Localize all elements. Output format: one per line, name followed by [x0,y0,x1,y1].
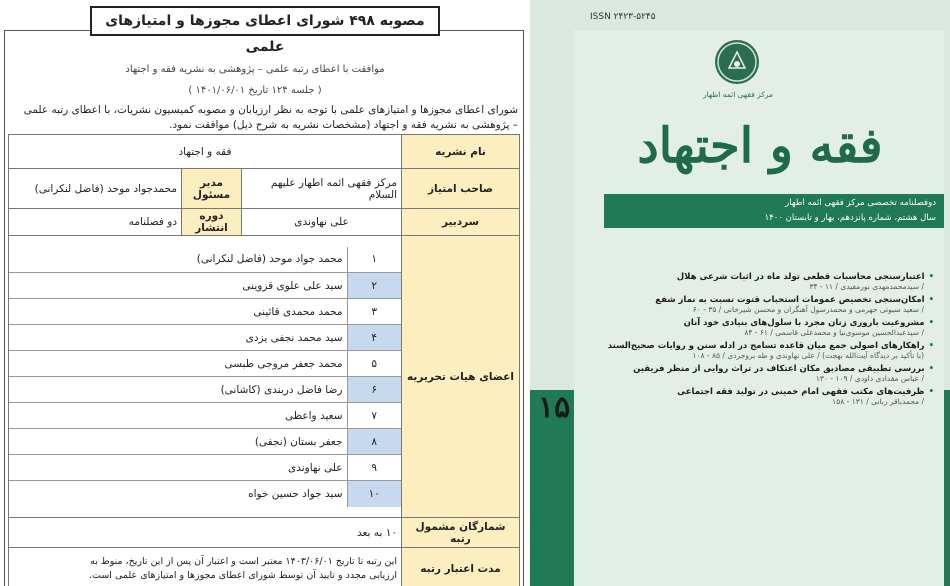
member-number: ۴ [347,325,401,351]
member-number: ۹ [347,455,401,481]
document-title: مصوبه ۴۹۸ شورای اعطای مجوزها و امتیازهای علمی [90,6,440,36]
member-name: سید محمد نجفی یزدی [9,325,347,351]
list-item [9,403,401,429]
institute-logo-icon [715,40,759,84]
article-title: • راهکارهای اصولی جمع میان قاعده تسامح در ادله سنن و روایات صحیح‌السند [604,341,934,351]
issn-number: ISSN ۲۴۲۳-۵۲۴۵ [590,12,656,22]
member-number: ۶ [347,377,401,403]
list-item [9,455,401,481]
row-editorial-board [9,236,520,518]
article-title: • ظرفیت‌های مکتب فقهی امام خمینی در تولید فقه اجتماعی [604,387,934,397]
row-issue-coverage [9,518,520,548]
list-item [604,318,934,337]
validity-label: مدت اعتبار رتبه [402,548,520,586]
owner-value: مرکز فقهی ائمه اطهار علیهم السلام [242,169,402,209]
row-owner [9,169,520,209]
manager-label: مدیر مسئول [182,169,242,209]
member-number: ۱ [347,247,401,273]
list-item [9,481,401,507]
member-number: ۱۰ [347,481,401,507]
band-line-2: سال هشتم، شماره پانزدهم، بهار و تابستان ۱۴۰۰ [764,213,936,223]
validity-line-2: ارزیابی مجدد و تایید آن توسط شورای اعطای مجوزها و امتیازهای علمی است. [89,569,397,581]
list-item [9,429,401,455]
issue-value: ۱۰ به بعد [9,518,402,548]
cover-info-band [604,194,944,228]
board-label: اعضای هیات تحریریه [402,236,520,518]
article-title: • بررسی تطبیقی مصادیق مکان اعتکاف در تراث روایی از منظر فریقین [604,364,934,374]
manager-value: محمدجواد موحد (فاضل لنکرانی) [9,169,182,209]
issue-label: شمارگان مشمول رتبه [402,518,520,548]
list-item [604,295,934,314]
owner-label: صاحب امتیاز [402,169,520,209]
member-name: رضا فاضل دربندی (کاشانی) [9,377,347,403]
editor-value: علی نهاوندی [242,209,402,236]
member-name: سید جواد حسین خواه [9,481,347,507]
list-item [604,341,934,360]
article-authors: / سعید سیوتی جهرمی و محمدرسول آهنگران و محسن شیرخانی / ۳۵ - ۶۰ [692,305,924,314]
list-item [9,351,401,377]
member-name: سعید واعظی [9,403,347,429]
member-number: ۲ [347,273,401,299]
member-name: جعفر بستان (نجفی) [9,429,347,455]
editor-label: سردبیر [402,209,520,236]
period-label: دوره انتشار [182,209,242,236]
logo-caption: مرکز فقهی ائمه اطهار [702,90,774,99]
journal-title: فقه و اجتهاد [637,118,883,174]
article-authors: / سیدعبدالحسین موسوی‌نیا و محمدعلی قاسمی / ۶۱ - ۸۴ [744,328,924,337]
list-item [9,377,401,403]
list-item [9,299,401,325]
body-text-line-1: شورای اعطای مجوزها و امتیازهای علمی با توجه به نظر ارزیابان و مصوبه کمیسیون نشریات، با اعطای رتبه علمی [23,104,518,116]
member-number: ۳ [347,299,401,325]
journal-cover [530,0,950,586]
band-line-1: دوفصلنامه تخصصی مرکز فقهی ائمه اطهار [785,198,936,208]
body-text-line-2: – پژوهشی به نشریه فقه و اجتهاد (مشخصات نشریه به شرح ذیل) موافقت نمود. [169,119,518,131]
journal-specs-table [8,134,520,586]
list-item [604,272,934,291]
member-name: علی نهاوندی [9,455,347,481]
validity-value [9,548,402,586]
session-info: ( جلسه ۱۲۴ تاریخ ۱۴۰۱/۰۶/۰۱ ) [188,85,322,96]
article-title: • امکان‌سنجی تخصیص عمومات استحباب قنوت نسبت به نماز شفع [604,295,934,305]
row-journal-name [9,135,520,169]
members-list [9,247,401,507]
article-authors: / سیدمحمدمهدی نورمفیدی / ۱۱ - ۳۴ [809,282,924,291]
member-name: محمد جعفر مروجی طبسی [9,351,347,377]
member-number: ۸ [347,429,401,455]
table-of-contents [604,272,934,410]
validity-line-1: این رتبه تا تاریخ ۱۴۰۳/۰۶/۰۱ معتبر است و اعتبار آن پس از این تاریخ، منوط به [90,555,397,567]
issue-number: ۱۵ [538,390,571,425]
article-authors: / محمدباقر ربانی / ۱۳۱ - ۱۵۸ [832,397,924,406]
journal-name-value: فقه و اجتهاد [9,135,402,169]
journal-name-label: نام نشریه [402,135,520,169]
member-name: محمد محمدی قائینی [9,299,347,325]
member-name: محمد جواد موحد (فاضل لنکرانی) [9,247,347,273]
article-authors: / عباس مقدادی داودی / ۱۰۹ - ۱۳۰ [815,374,924,383]
row-editor [9,209,520,236]
period-value: دو فصلنامه [9,209,182,236]
list-item [604,364,934,383]
article-title: • اعتبارسنجی محاسبات قطعی تولد ماه در اثبات شرعی هلال [604,272,934,282]
row-validity [9,548,520,586]
list-item [9,273,401,299]
list-item [9,247,401,273]
board-members [9,236,402,518]
list-item [9,325,401,351]
member-number: ۷ [347,403,401,429]
article-title: • مشروعیت باروری زنان مجرد با سلول‌های بنیادی خود آنان [604,318,934,328]
list-item [604,387,934,406]
document-subtitle: موافقت با اعطای رتبه علمی – پژوهشی به نشریه فقه و اجتهاد [125,64,385,75]
member-name: سید علی علوی قزوینی [9,273,347,299]
article-authors: (با تأکید بر دیدگاه آیت‌الله بهجت) / علی نهاوندی و طه بروجردی / ۸۵ - ۱۰۸ [692,351,924,360]
member-number: ۵ [347,351,401,377]
